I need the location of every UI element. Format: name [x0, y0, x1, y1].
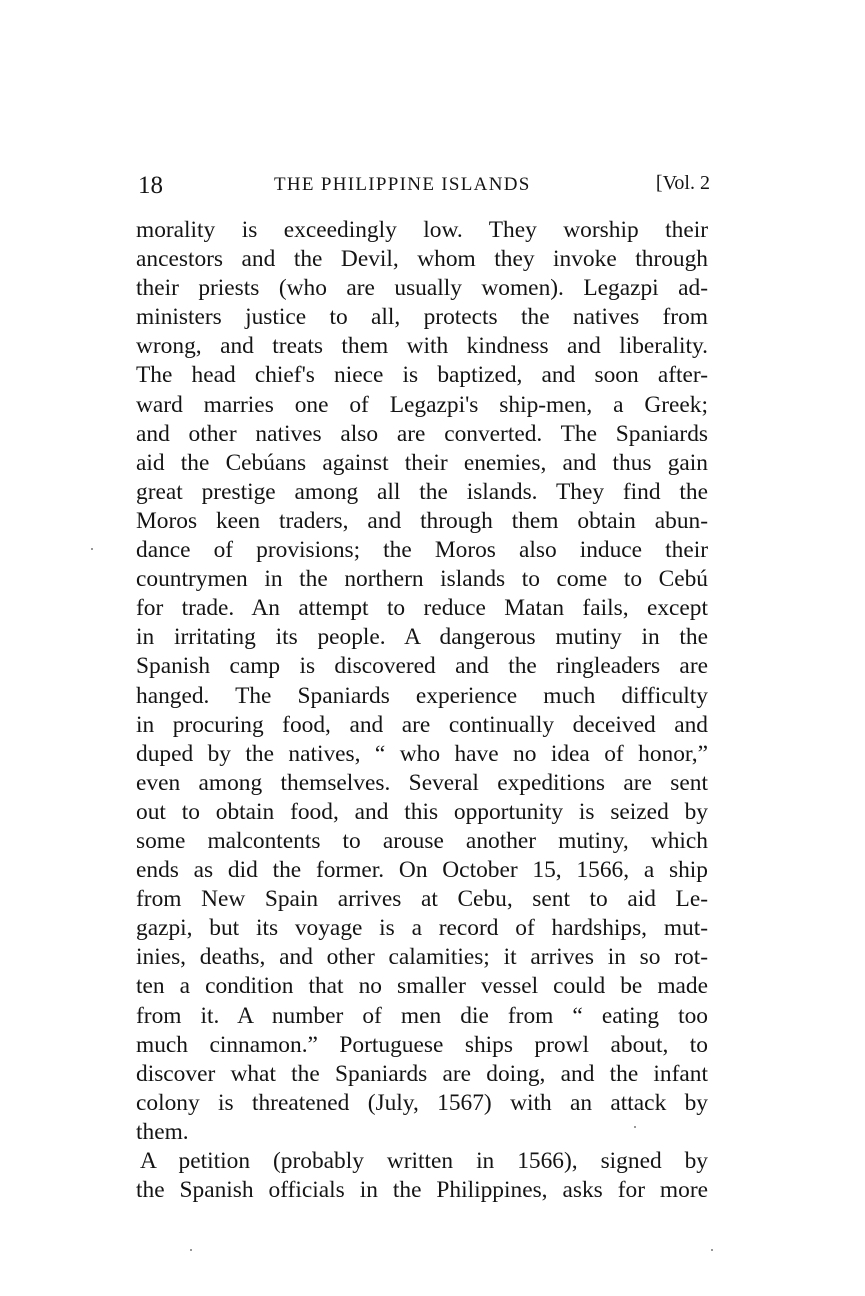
text-line: ministers justice to all, protects the natives from	[136, 304, 708, 331]
text-line: hanged. The Spaniards experience much difficulty	[136, 682, 708, 709]
text-line: and other natives also are converted. The Spaniards	[136, 420, 708, 447]
running-head	[136, 172, 710, 202]
text-line: Moros keen traders, and through them obtain abun-	[136, 507, 708, 534]
scan-speck	[91, 548, 93, 550]
page-number: 18	[138, 172, 163, 199]
text-line: even among themselves. Several expeditions are sent	[136, 769, 708, 796]
text-line: some malcontents to arouse another mutiny, which	[136, 827, 708, 854]
text-line: dance of provisions; the Moros also induce their	[136, 537, 708, 564]
scan-speck	[634, 1126, 636, 1128]
scan-speck	[190, 1249, 192, 1251]
text-line: Spanish camp is discovered and the ringleaders are	[136, 653, 708, 680]
text-line: much cinnamon.” Portuguese ships prowl about, to	[136, 1031, 708, 1058]
text-line: great prestige among all the islands. They find the	[136, 478, 708, 505]
text-line: in procuring food, and are continually deceived and	[136, 711, 708, 738]
text-line: The head chief's niece is baptized, and soon after-	[136, 362, 708, 389]
text-line: countrymen in the northern islands to come to Cebú	[136, 566, 708, 593]
text-line: ends as did the former. On October 15, 1566, a ship	[136, 857, 708, 884]
text-line: the Spanish officials in the Philippines, asks for more	[136, 1177, 708, 1204]
text-line: ward marries one of Legazpi's ship-men, a Greek;	[136, 391, 708, 418]
body-text	[136, 216, 708, 1205]
running-title: THE PHILIPPINE ISLANDS	[274, 174, 531, 195]
text-line: from it. A number of men die from “ eating too	[136, 1002, 708, 1029]
volume-label: [Vol. 2	[655, 172, 710, 194]
scan-speck	[711, 1249, 713, 1251]
text-line: ancestors and the Devil, whom they invoke through	[136, 246, 708, 273]
text-line: inies, deaths, and other calamities; it arrives in so rot-	[136, 944, 708, 971]
text-line: from New Spain arrives at Cebu, sent to aid Le-	[136, 886, 708, 913]
text-line: for trade. An attempt to reduce Matan fails, except	[136, 595, 708, 622]
text-line: discover what the Spaniards are doing, and the infant	[136, 1060, 708, 1087]
text-line: gazpi, but its voyage is a record of hardships, mut-	[136, 915, 708, 942]
text-line: aid the Cebúans against their enemies, and thus gain	[136, 449, 708, 476]
text-line: A petition (probably written in 1566), signed by	[140, 1148, 708, 1174]
text-line: them.	[136, 1118, 189, 1145]
text-line: in irritating its people. A dangerous mutiny in the	[136, 624, 708, 651]
text-line: their priests (who are usually women). Legazpi ad-	[136, 275, 708, 302]
text-line: colony is threatened (July, 1567) with an attack by	[136, 1089, 708, 1116]
text-line: morality is exceedingly low. They worship their	[136, 217, 708, 243]
text-line: ten a condition that no smaller vessel could be made	[136, 973, 708, 1000]
text-line: out to obtain food, and this opportunity is seized by	[136, 798, 708, 825]
text-line: wrong, and treats them with kindness and liberality.	[136, 333, 708, 360]
text-line: duped by the natives, “ who have no idea of honor,”	[136, 740, 708, 767]
